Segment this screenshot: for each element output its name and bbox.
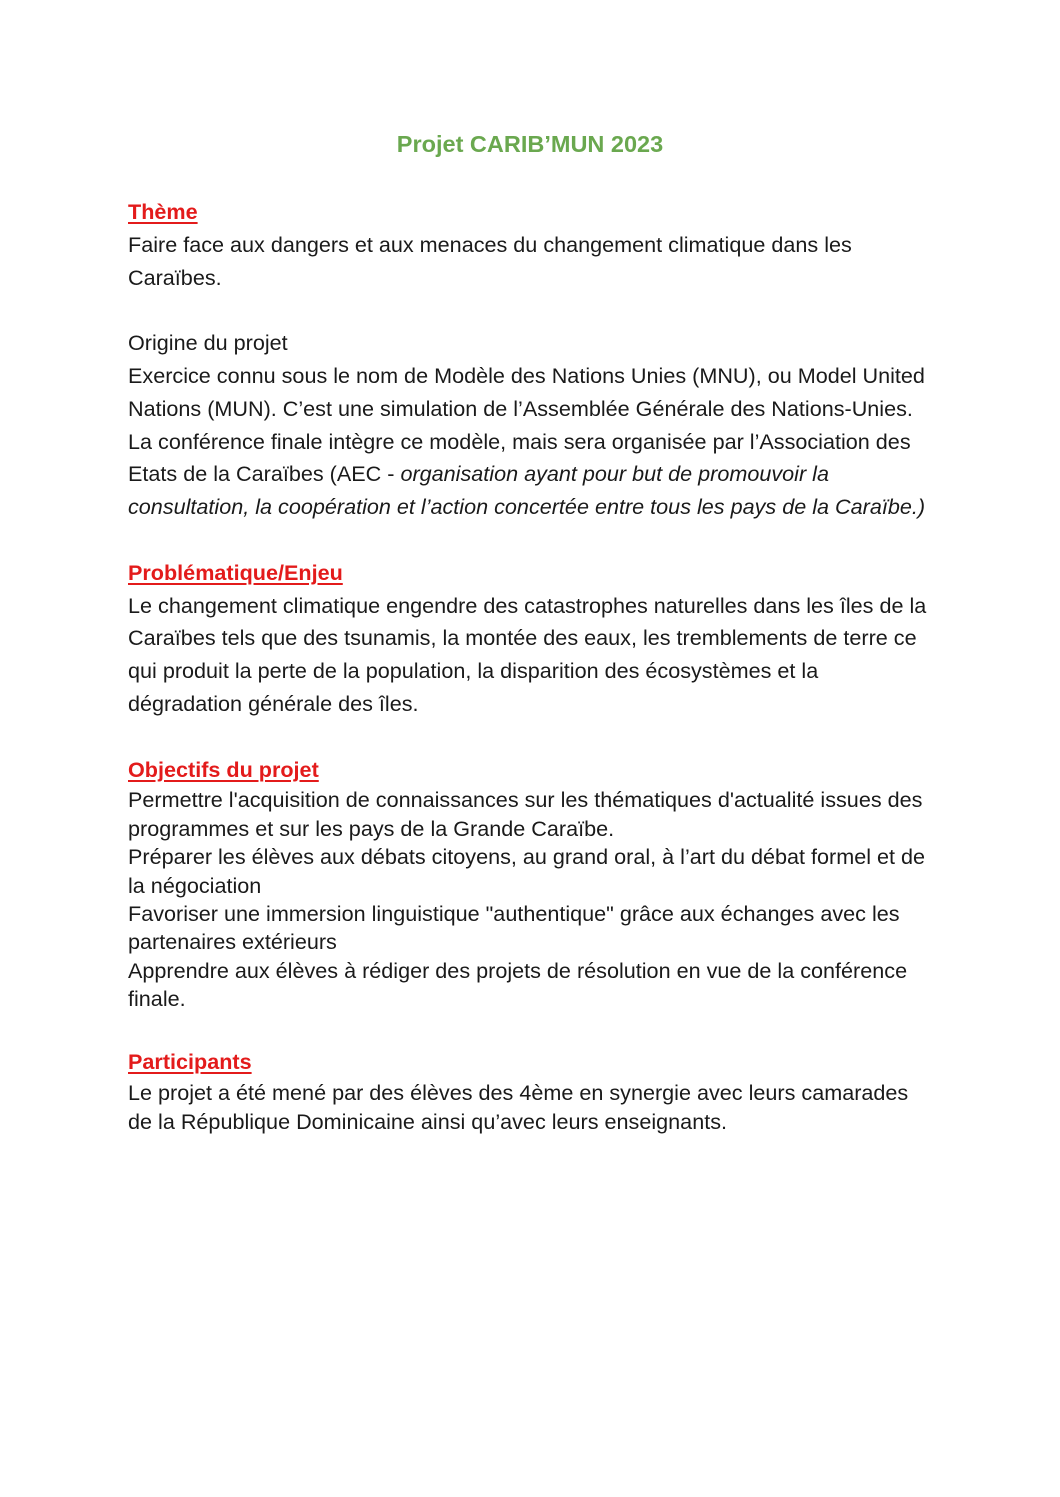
objectif-item: Permettre l'acquisition de connaissances sur les thématiques d'actualité issues des programmes et sur les pays de la Grande Caraïbe. — [128, 787, 923, 841]
origine-text — [128, 360, 938, 524]
section-participants — [128, 1046, 938, 1136]
heading-origine: Origine du projet — [128, 330, 288, 356]
objectif-item: Favoriser une immersion linguistique "authentique" grâce aux échanges avec les partenaires extérieurs — [128, 900, 900, 955]
participants-text: Le projet a été mené par des élèves des 4ème en synergie avec leurs camarades de la République Dominicaine ainsi qu’avec leurs enseignants. — [128, 1080, 909, 1134]
document-body — [128, 196, 938, 1169]
problematique-text: Le changement climatique engendre des catastrophes naturelles dans les îles de la Caraïbes tels que des tsunamis, la montée des eaux, les tremblements de terre ce qui produit la perte de la population, la disparition des écosystèmes et la dégradation générale des îles. — [128, 592, 927, 716]
theme-text: Faire face aux dangers et aux menaces du changement climatique dans les Caraïbes. — [128, 231, 852, 290]
heading-theme: Thème — [128, 199, 198, 224]
objectif-item: Préparer les élèves aux débats citoyens, au grand oral, à l’art du débat formel et de la négociation — [128, 844, 926, 898]
heading-participants: Participants — [128, 1049, 252, 1075]
section-objectifs — [128, 754, 938, 1014]
heading-problematique: Problématique/Enjeu — [128, 559, 343, 585]
section-problematique — [128, 557, 938, 721]
objectif-item: Apprendre aux élèves à rédiger des projets de résolution en vue de la conférence finale. — [128, 957, 908, 1012]
objectifs-list — [128, 786, 938, 1013]
origine-text-normal: Exercice connu sous le nom de Modèle des Nations Unies (MNU), ou Model United Nations (MUN). C’est une simulation de l’Assemblée Générale des Nations-Unies. La conférence finale intègre ce modèle, mais sera organisée par l’Association des Etats de la Caraïbes (AEC - — [128, 362, 925, 487]
section-theme — [128, 196, 938, 294]
section-origine — [128, 327, 938, 524]
document-title: Projet CARIB’MUN 2023 — [396, 131, 664, 157]
origine-text-italic: organisation ayant pour but de promouvoir la consultation, la coopération et l’action concertée entre tous les pays de la Caraïbe.) — [128, 461, 926, 520]
heading-objectifs: Objectifs du projet — [128, 756, 319, 782]
